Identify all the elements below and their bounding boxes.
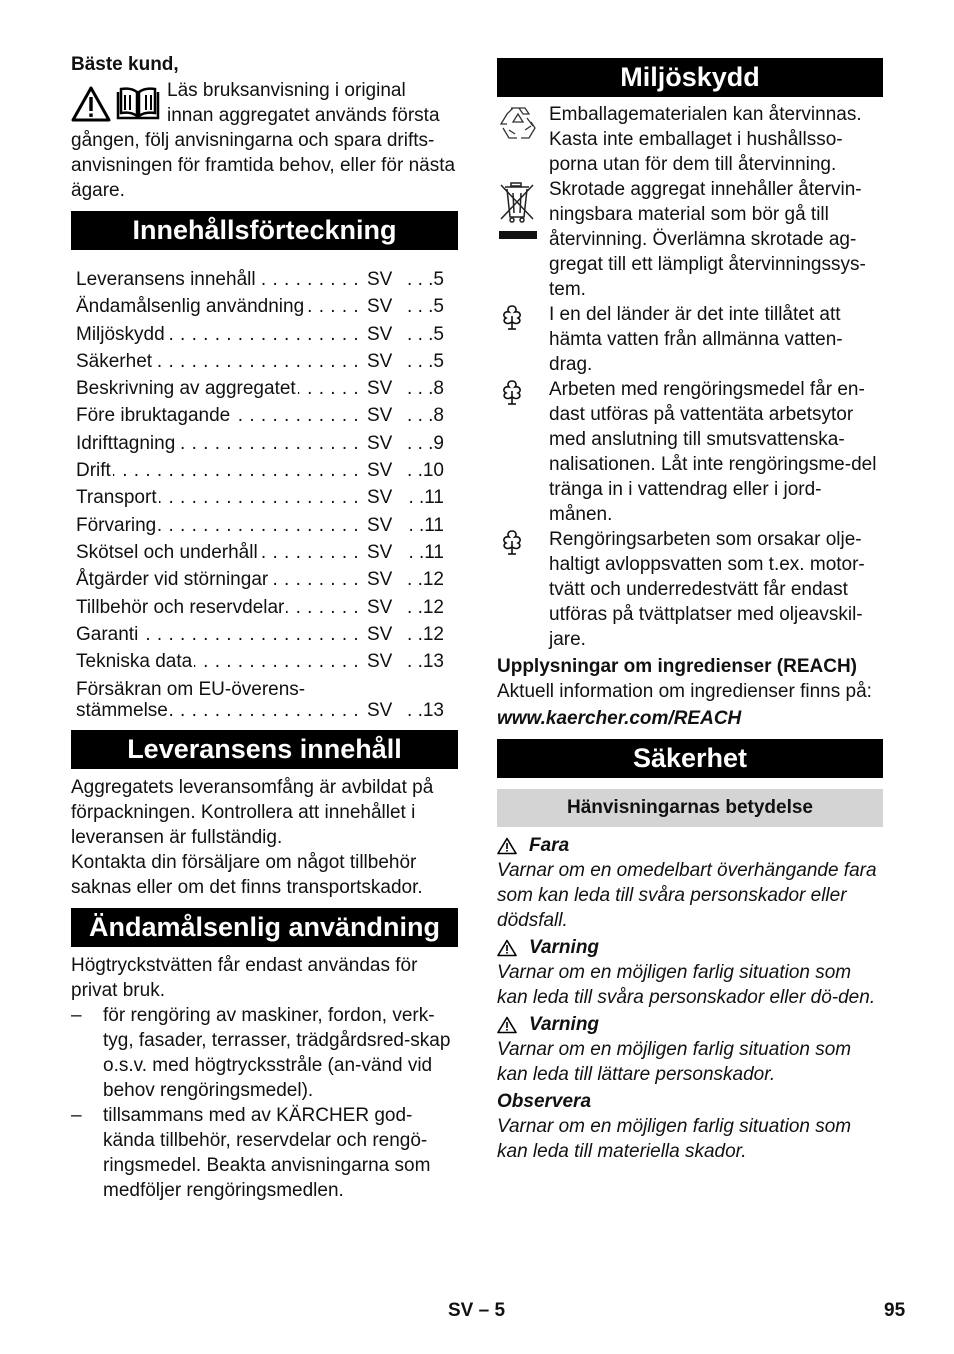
toc-entry-language: SV — [365, 430, 395, 457]
toc-entry-language: SV — [365, 700, 395, 722]
reach-text: Aktuell information om ingredienser finns på: — [497, 681, 872, 702]
warning-triangle-icon — [497, 837, 517, 855]
toc-entry-title: Garanti . . . — [76, 621, 365, 648]
list-item — [497, 377, 883, 527]
environment-text: Skrotade aggregat innehåller återvin-ningsbara material som bör gå till återvinning. Överlämna skrotade ag-gregat till ett lämpligt återvinningssys-tem. — [549, 179, 866, 300]
intro-first-lines — [167, 78, 440, 128]
list-item — [497, 177, 883, 302]
toc-heading: Innehållsförteckning — [71, 211, 458, 250]
toc-entry[interactable] — [76, 566, 451, 593]
toc-entry[interactable] — [76, 621, 451, 648]
environment-text: I en del länder är det inte tillåtet att hämta vatten från allmänna vatten-drag. — [549, 304, 843, 375]
environment-text: Rengöringsarbeten som orsakar olje-haltigt avloppsvatten som t.ex. motor-tvätt och underredestvätt får endast utföras på tvättplatser med oljeavskil-jare. — [549, 529, 865, 650]
warning-triangle-icon — [497, 939, 517, 957]
toc-entry-language: SV — [365, 321, 395, 348]
toc-entry-language: SV — [365, 594, 395, 621]
toc-entry-language: SV — [365, 457, 395, 484]
toc-entry[interactable] — [76, 512, 451, 539]
warning-triangle-icon — [497, 1016, 517, 1034]
toc-entry[interactable] — [76, 293, 451, 320]
toc-entry-title: Transport . . . — [76, 484, 365, 511]
intro-rest: gången, följ anvisningarna och spara drifts-anvisningen för framtida behov, eller för nästa ägare. — [71, 130, 456, 201]
right-column — [497, 50, 883, 1164]
toc-entry[interactable] — [76, 375, 451, 402]
toc-entry[interactable] — [76, 594, 451, 621]
list-item-text: tillsammans med av KÄRCHER god-kända tillbehör, reservdelar och rengö-ringsmedel. Beakta anvisningarna som medföljer rengöringsmedlen. — [103, 1105, 431, 1202]
toc-entry-title: Tekniska data . . . — [76, 648, 365, 675]
toc-entry-page: . .12 — [395, 566, 451, 593]
toc-entry-title: Skötsel och underhåll . . . — [76, 539, 365, 566]
toc-entry-page: . . .8 — [395, 375, 451, 402]
warning-manual-icons — [71, 78, 167, 128]
toc-entry[interactable] — [76, 348, 451, 375]
toc-entry-title: Tillbehör och reservdelar . . . — [76, 594, 365, 621]
hazard-label: Varning — [529, 1014, 600, 1035]
list-dash: – — [71, 1105, 82, 1127]
hazard-levels — [497, 833, 883, 1164]
toc-entry[interactable] — [76, 321, 451, 348]
toc-entry[interactable] — [76, 484, 451, 511]
hazard-description: Varnar om en möjligen farlig situation som kan leda till svåra personskador eller dö-den. — [497, 962, 876, 1008]
toc-entry[interactable] — [76, 457, 451, 484]
toc-entry-page: . . .9 — [395, 430, 451, 457]
hazard-description: Varnar om en möjligen farlig situation som kan leda till materiella skador. — [497, 1116, 852, 1162]
toc-entry-title: Drift . . . — [76, 457, 365, 484]
toc-entry-page: . .11 — [395, 539, 451, 566]
toc-entry[interactable] — [76, 648, 451, 675]
greeting: Bäste kund, — [71, 54, 179, 75]
section-page-label: SV – 5 — [448, 1300, 506, 1321]
toc-entry-language: SV — [365, 512, 395, 539]
environment-heading: Miljöskydd — [497, 58, 883, 97]
toc-entry-page: . .11 — [395, 484, 451, 511]
toc-entry-page: . . .8 — [395, 402, 451, 429]
toc-entry-language: SV — [365, 484, 395, 511]
intro-block — [71, 78, 458, 128]
toc-entry[interactable] — [76, 402, 451, 429]
environment-text: Emballagematerialen kan återvinnas. Kasta inte emballaget i hushållsso-porna utan för dem till återvinning. — [549, 104, 862, 175]
warning-triangle-icon — [71, 86, 111, 122]
hazard-level-heading — [497, 833, 883, 858]
hazard-level-heading — [497, 1012, 883, 1037]
intended-use-heading: Ändamålsenlig användning — [71, 908, 458, 947]
toc-entry-language: SV — [365, 648, 395, 675]
hazard-label: Fara — [529, 835, 570, 856]
tree-icon — [497, 527, 527, 557]
toc-entry-title: Säkerhet . . . — [76, 348, 365, 375]
toc-entry-page: . . .5 — [395, 348, 451, 375]
page-number: 95 — [884, 1300, 906, 1321]
toc-entry-title: Förvaring . . . — [76, 512, 365, 539]
hazard-level-heading — [497, 935, 883, 960]
toc-entry-title: Före ibruktagande . . . — [76, 402, 365, 429]
toc-entry-page: . .10 — [395, 457, 451, 484]
list-item — [497, 527, 883, 652]
delivery-paragraph-1: Aggregatets leveransomfång är avbildat på förpackningen. Kontrollera att innehållet i leveransen är fullständig. — [71, 777, 434, 849]
safety-subheading: Hänvisningarnas betydelse — [497, 789, 883, 827]
list-item — [71, 1003, 458, 1103]
list-dash: – — [71, 1005, 82, 1027]
manual-book-icon — [115, 86, 161, 122]
list-item-text: för rengöring av maskiner, fordon, verk-tyg, fasader, terrasser, trädgårdsred-skap o.s.v. med högtrycksstråle (an-vänd vid behov rengöringsmedel). — [103, 1005, 451, 1102]
crossed-bin-icon — [497, 179, 539, 241]
toc-entry-page: . . .5 — [395, 266, 451, 293]
toc-entry-language: SV — [365, 539, 395, 566]
toc-entry-language: SV — [365, 621, 395, 648]
hazard-label: Observera — [497, 1091, 592, 1112]
toc-entry-page: . .11 — [395, 512, 451, 539]
toc-entry-page: . .12 — [395, 594, 451, 621]
reach-heading: Upplysningar om ingredienser (REACH) — [497, 656, 857, 677]
toc-entry[interactable] — [76, 266, 451, 293]
delivery-paragraph-2: Kontakta din försäljare om något tillbehör saknas eller om det finns transportskador. — [71, 852, 423, 899]
toc-entry[interactable] — [76, 679, 451, 722]
toc-entry-title: Miljöskydd . . . — [76, 321, 365, 348]
toc-entry-title: Leveransens innehåll . . . — [76, 266, 365, 293]
reach-url-link[interactable]: www.kaercher.com/REACH — [497, 708, 742, 729]
toc-entry-title: Ändamålsenlig användning . . . — [76, 293, 365, 320]
delivery-heading: Leveransens innehåll — [71, 730, 458, 769]
toc-entry-title: Beskrivning av aggregatet . . . — [76, 375, 365, 402]
list-item — [497, 102, 883, 177]
toc-entry-language: SV — [365, 566, 395, 593]
toc-entry-page: . .13 — [395, 700, 451, 722]
intro-line-1: Läs bruksanvisning i original — [167, 80, 406, 101]
toc-entry-language: SV — [365, 375, 395, 402]
list-item — [71, 1103, 458, 1203]
toc-entry-page: . .12 — [395, 621, 451, 648]
toc-entry[interactable] — [76, 430, 451, 457]
toc-entry-language: SV — [365, 266, 395, 293]
toc-entry-page: . . .5 — [395, 293, 451, 320]
table-of-contents — [71, 266, 451, 722]
toc-entry-language: SV — [365, 348, 395, 375]
hazard-description: Varnar om en omedelbart överhängande fara som kan leda till svåra personskador eller dödsfall. — [497, 860, 877, 931]
toc-entry-page: . . .5 — [395, 321, 451, 348]
toc-entry-title-line-1: Försäkran om EU-överens- — [76, 679, 306, 701]
toc-entry-title: Åtgärder vid störningar . . . — [76, 566, 365, 593]
left-column — [71, 50, 458, 1203]
toc-entry[interactable] — [76, 539, 451, 566]
hazard-description: Varnar om en möjligen farlig situation som kan leda till lättare personskador. — [497, 1039, 852, 1085]
environment-list — [497, 102, 883, 652]
intended-use-paragraph: Högtryckstvätten får endast användas för privat bruk. — [71, 955, 418, 1002]
toc-entry-title: stämmelse . . . — [76, 700, 365, 722]
tree-icon — [497, 377, 527, 407]
safety-heading: Säkerhet — [497, 739, 883, 778]
toc-entry-title: Idrifttagning . . . — [76, 430, 365, 457]
toc-entry-language: SV — [365, 293, 395, 320]
tree-icon — [497, 302, 527, 332]
toc-entry-page: . .13 — [395, 648, 451, 675]
hazard-label: Varning — [529, 937, 600, 958]
environment-text: Arbeten med rengöringsmedel får en-dast utföras på vattentäta arbetsytor med anslutning till smutsvattenska-nalisationen. Låt inte rengöringsme-del tränga in i vattendrag eller i jord-månen. — [549, 379, 877, 525]
toc-entry-language: SV — [365, 402, 395, 429]
intro-line-2: innan aggregatet används första — [167, 105, 440, 126]
list-item — [497, 302, 883, 377]
recycling-icon — [497, 104, 539, 144]
